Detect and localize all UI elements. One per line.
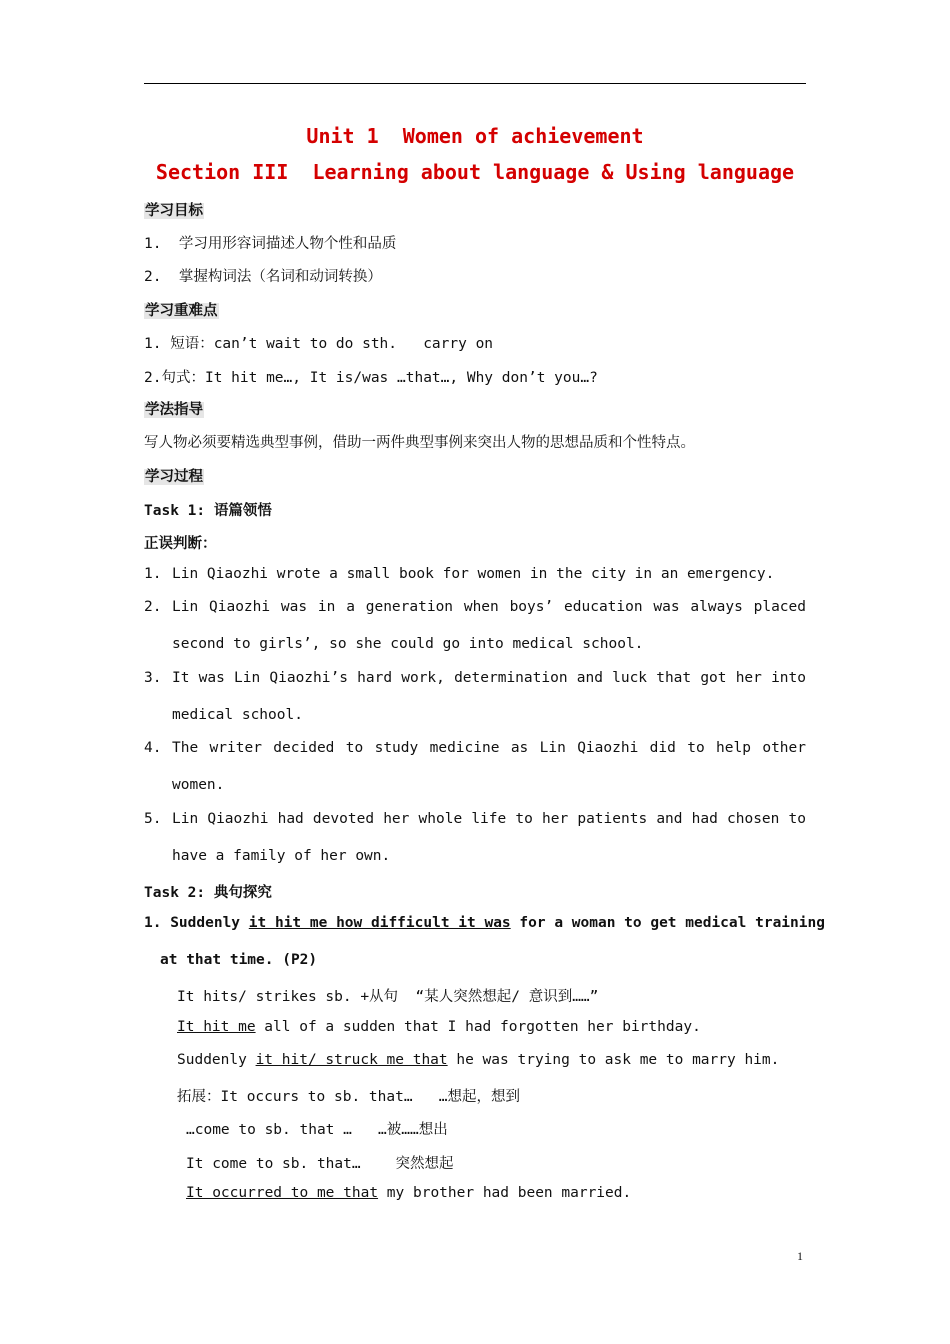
example-underlined: it hit/ struck me that bbox=[255, 1052, 448, 1068]
goal-item: 2. 掌握构词法（名词和动词转换） bbox=[144, 269, 382, 285]
key-sentence-cont: at that time. (P2) bbox=[160, 952, 318, 968]
tf-item-text-cont: women. bbox=[172, 777, 225, 793]
key-point-item: 1. 短语：can’t wait to do sth. carry on bbox=[144, 336, 494, 352]
tf-item-text: The writer decided to study medicine as Lin Qiaozhi did to help other bbox=[172, 740, 806, 756]
task1-title: Task 1: 语篇领悟 bbox=[144, 503, 272, 519]
example-sentence: It hit me all of a sudden that I had forgotten her birthday. bbox=[177, 1019, 701, 1035]
page-number: 1 bbox=[797, 1249, 803, 1263]
tf-item-number: 5. bbox=[144, 811, 162, 827]
method-text: 写人物必须要精选典型事例，借助一两件典型事例来突出人物的思想品质和个性特点。 bbox=[144, 435, 695, 451]
key-point-item: 2.句式：It hit me…, It is/was …that…, Why don’t you…? bbox=[144, 370, 598, 386]
tf-item-number: 1. bbox=[144, 566, 162, 582]
key-sentence-underlined: it hit me how difficult it was bbox=[248, 915, 511, 931]
example-underlined: It occurred to me that bbox=[186, 1185, 379, 1201]
usage-note: It hits/ strikes sb. +从句 “某人突然想起/ 意识到……” bbox=[177, 989, 599, 1005]
tf-item-text: It was Lin Qiaozhi’s hard work, determination and luck that got her into bbox=[172, 670, 806, 686]
example-sentence: Suddenly it hit/ struck me that he was trying to ask me to marry him. bbox=[177, 1052, 780, 1068]
extension-note: 拓展：It occurs to sb. that… …想起，想到 bbox=[177, 1089, 520, 1105]
header-rule bbox=[144, 83, 806, 84]
tf-item-text: Lin Qiaozhi was in a generation when boys’ education was always placed bbox=[172, 599, 806, 615]
tf-item-text-cont: have a family of her own. bbox=[172, 848, 391, 864]
goals-heading: 学习目标 bbox=[145, 203, 203, 219]
goal-item: 1. 学习用形容词描述人物个性和品质 bbox=[144, 236, 397, 252]
tf-item-number: 2. bbox=[144, 599, 162, 615]
tf-item-text: Lin Qiaozhi wrote a small book for women in the city in an emergency. bbox=[172, 566, 775, 582]
process-heading: 学习过程 bbox=[145, 469, 203, 485]
method-heading: 学法指导 bbox=[145, 402, 203, 418]
extension-note: It come to sb. that… 突然想起 bbox=[186, 1156, 454, 1172]
tf-item-text-cont: medical school. bbox=[172, 707, 303, 723]
key-sentence: 1. Suddenly it hit me how difficult it was for a woman to get medical training bbox=[144, 915, 825, 931]
key-points-heading: 学习重难点 bbox=[145, 303, 218, 319]
section-title: Section III Learning about language & Using language bbox=[155, 160, 795, 184]
task2-title: Task 2: 典句探究 bbox=[144, 885, 272, 901]
example-sentence: It occurred to me that my brother had been married. bbox=[186, 1185, 632, 1201]
extension-note: …come to sb. that … …被……想出 bbox=[186, 1122, 448, 1138]
unit-title: Unit 1 Women of achievement bbox=[306, 124, 644, 148]
tf-item-text-cont: second to girls’, so she could go into medical school. bbox=[172, 636, 644, 652]
tf-item-text: Lin Qiaozhi had devoted her whole life to her patients and had chosen to bbox=[172, 811, 806, 827]
tf-item-number: 3. bbox=[144, 670, 162, 686]
true-false-heading: 正误判断： bbox=[144, 536, 217, 552]
example-underlined: It hit me bbox=[177, 1019, 256, 1035]
tf-item-number: 4. bbox=[144, 740, 162, 756]
